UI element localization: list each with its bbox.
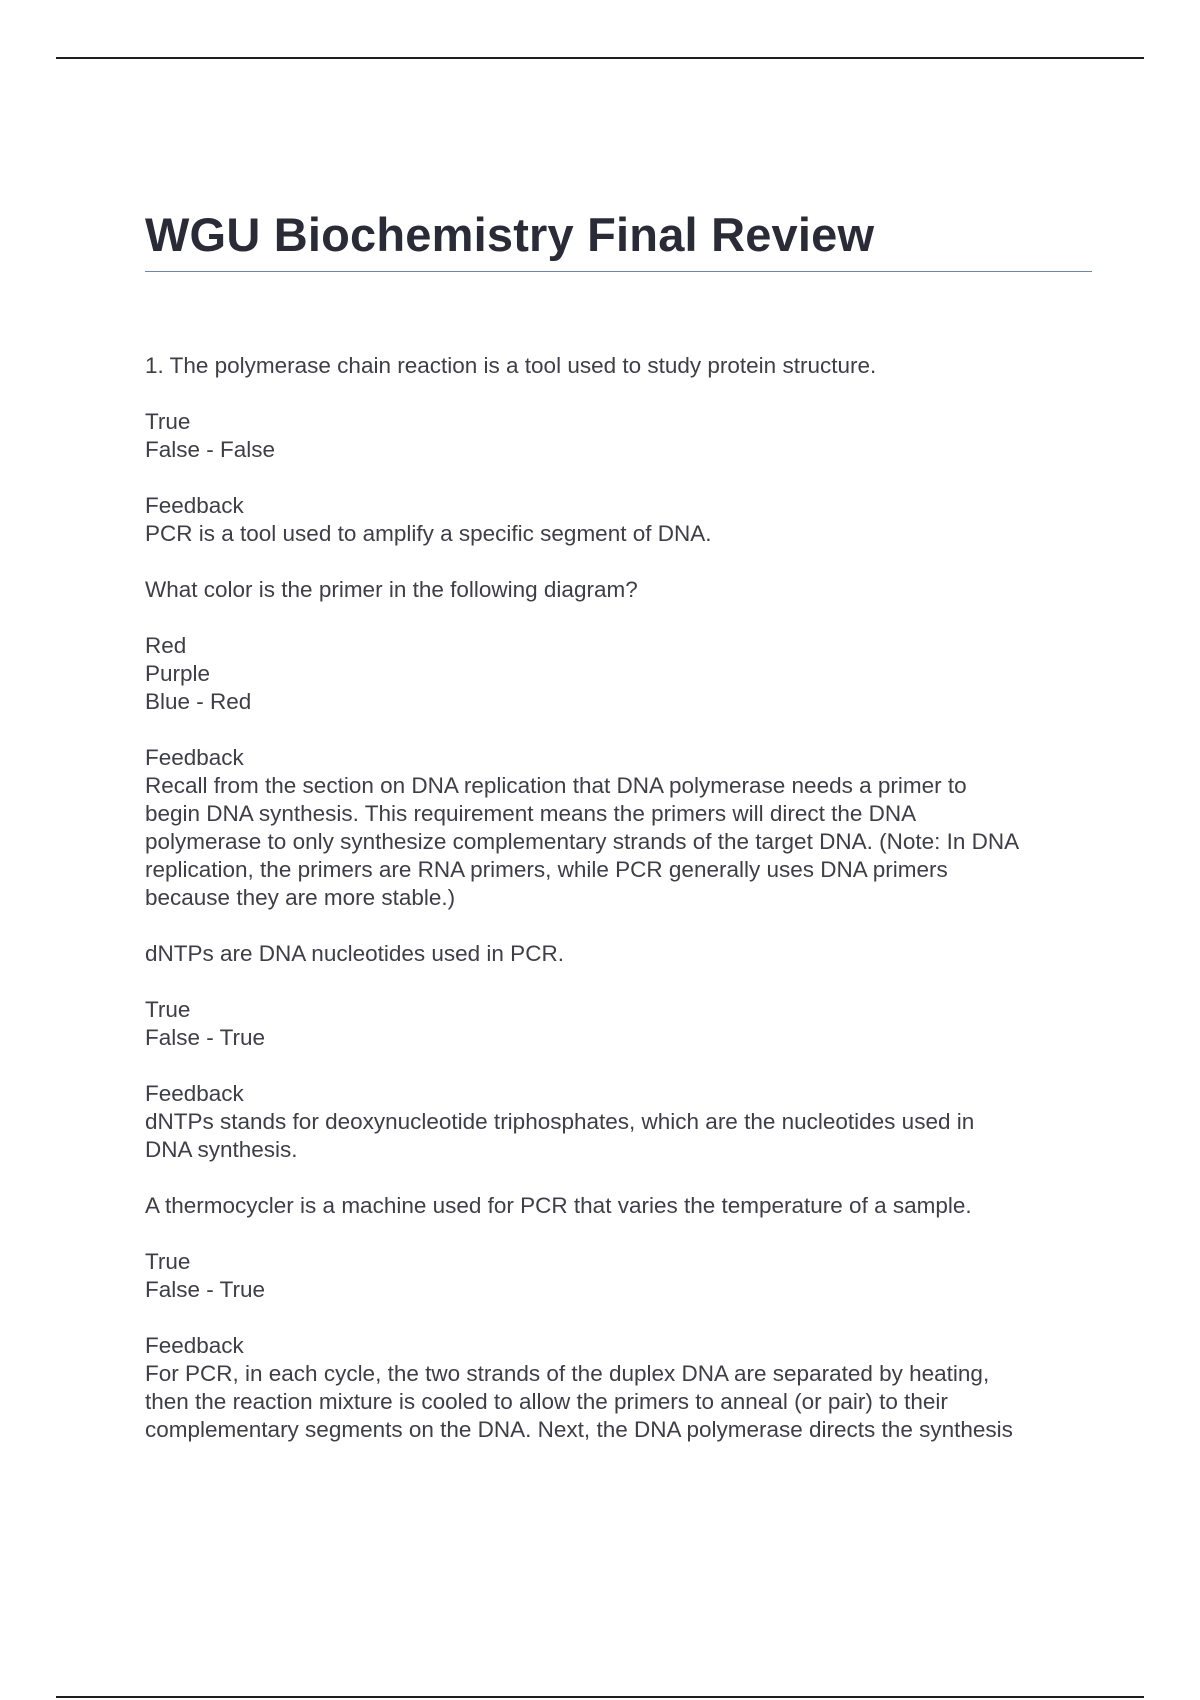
title-underline [145, 271, 1092, 272]
feedback-text-line: replication, the primers are RNA primers, while PCR generally uses DNA primers [145, 857, 948, 882]
feedback-text-line: Recall from the section on DNA replication that DNA polymerase needs a primer to [145, 773, 967, 798]
feedback-text-line: complementary segments on the DNA. Next, the DNA polymerase directs the synthesis [145, 1417, 1013, 1442]
review-content [145, 352, 1095, 1472]
feedback-text: PCR is a tool used to amplify a specific segment of DNA. [145, 521, 712, 546]
feedback-text-line: polymerase to only synthesize complementary strands of the target DNA. (Note: In DNA [145, 829, 1020, 854]
feedback-label: Feedback [145, 1333, 244, 1358]
question-4-options [145, 1248, 1095, 1304]
option-false-answer: False - True [145, 1277, 266, 1302]
question-4: A thermocycler is a machine used for PCR that varies the temperature of a sample. [145, 1193, 972, 1218]
feedback-text-line: then the reaction mixture is cooled to allow the primers to anneal (or pair) to their [145, 1389, 948, 1414]
question-3: dNTPs are DNA nucleotides used in PCR. [145, 941, 564, 966]
question-2-feedback [145, 744, 1095, 912]
feedback-text-line: DNA synthesis. [145, 1137, 298, 1162]
option-false-answer: False - True [145, 1025, 266, 1050]
option-blue-answer: Blue - Red [145, 689, 252, 714]
question-1: 1. The polymerase chain reaction is a tool used to study protein structure. [145, 353, 877, 378]
question-1-feedback [145, 492, 1095, 548]
option-true: True [145, 997, 191, 1022]
question-3-options [145, 996, 1095, 1052]
page-bottom-rule [56, 1696, 1144, 1698]
question-4-feedback [145, 1332, 1095, 1444]
question-3-feedback [145, 1080, 1095, 1164]
option-purple: Purple [145, 661, 211, 686]
feedback-label: Feedback [145, 745, 244, 770]
feedback-label: Feedback [145, 493, 244, 518]
feedback-text-line: begin DNA synthesis. This requirement means the primers will direct the DNA [145, 801, 917, 826]
option-false-answer: False - False [145, 437, 276, 462]
feedback-text-line: because they are more stable.) [145, 885, 456, 910]
option-true: True [145, 1249, 191, 1274]
question-2: What color is the primer in the following diagram? [145, 577, 638, 602]
feedback-text-line: For PCR, in each cycle, the two strands of the duplex DNA are separated by heating, [145, 1361, 990, 1386]
option-true: True [145, 409, 191, 434]
feedback-label: Feedback [145, 1081, 244, 1106]
option-red: Red [145, 633, 187, 658]
question-2-options [145, 632, 1095, 716]
page-top-rule [56, 57, 1144, 59]
question-1-options [145, 408, 1095, 464]
feedback-text-line: dNTPs stands for deoxynucleotide triphosphates, which are the nucleotides used in [145, 1109, 975, 1134]
document-title: WGU Biochemistry Final Review [145, 208, 875, 261]
